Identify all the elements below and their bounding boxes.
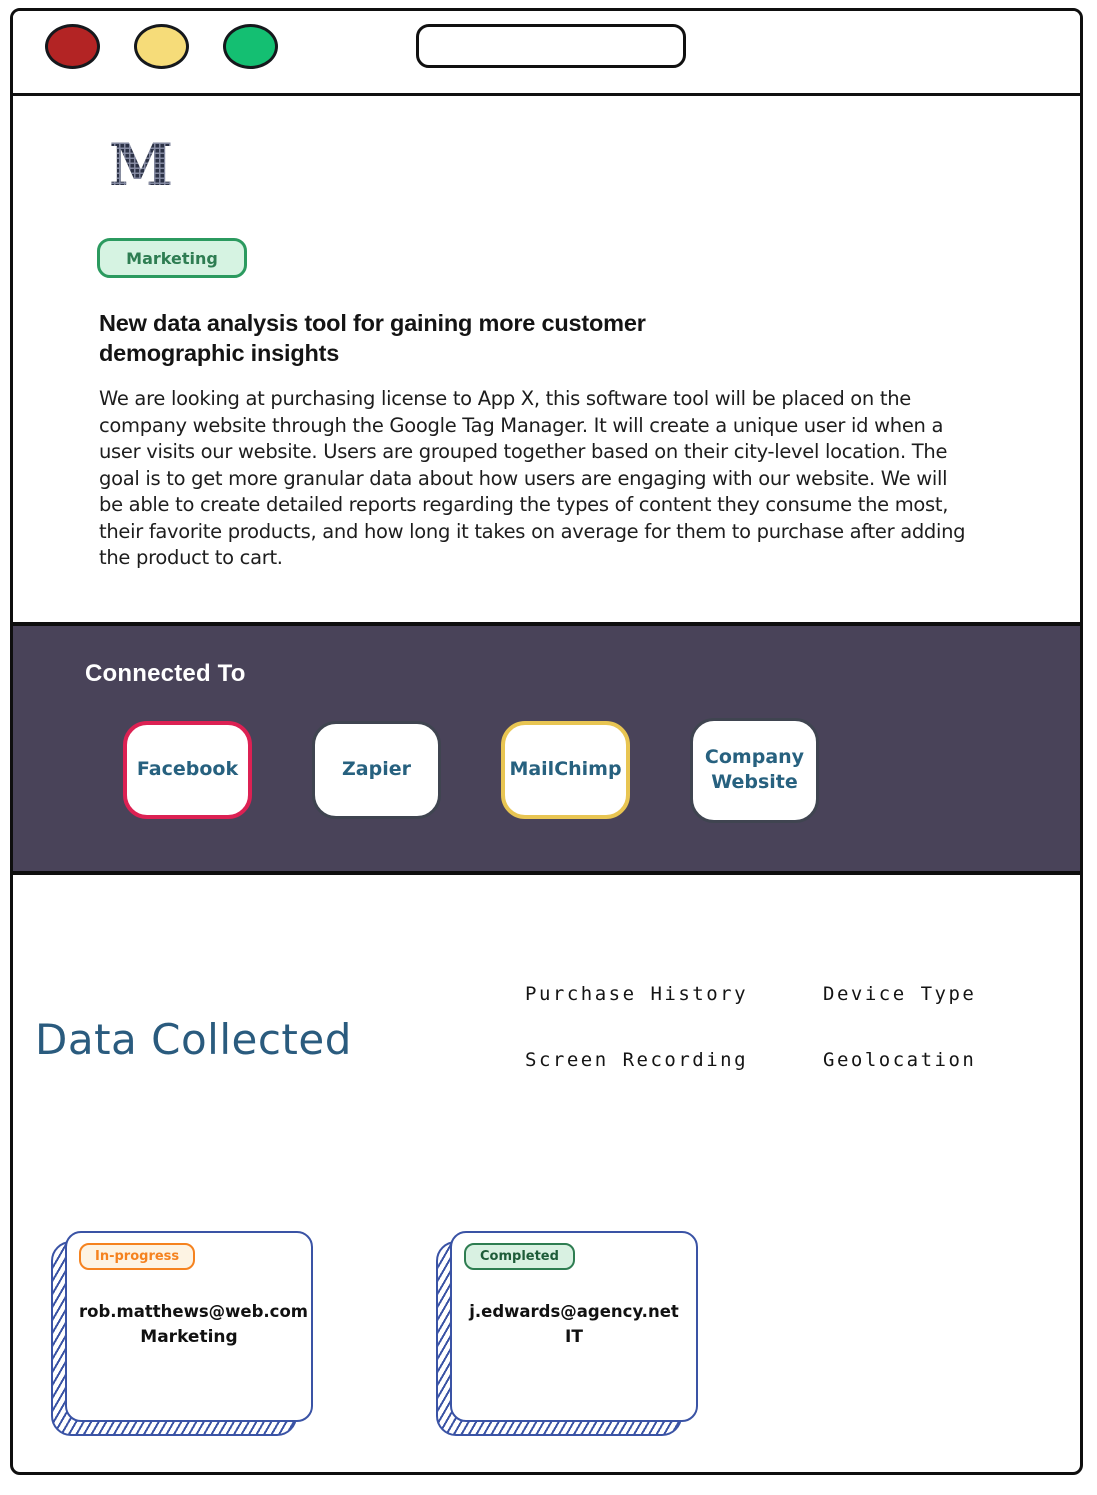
data-collected-title: Data Collected: [35, 1014, 352, 1064]
data-collected-list: [525, 983, 976, 1071]
connected-to-section: [13, 622, 1080, 875]
article-section: [13, 96, 1080, 572]
task-card-completed: [436, 1231, 698, 1436]
browser-window: [10, 8, 1083, 1475]
category-badge[interactable]: Marketing: [97, 238, 247, 278]
connection-card-zapier[interactable]: [312, 721, 441, 819]
connection-card-facebook[interactable]: [123, 721, 252, 819]
traffic-light-close-icon[interactable]: [45, 24, 100, 69]
task-owner-email: rob.matthews@web.com: [79, 1301, 308, 1321]
connection-label: Facebook: [136, 758, 239, 781]
connection-card-mailchimp[interactable]: [501, 721, 630, 819]
url-bar[interactable]: [416, 24, 686, 68]
traffic-light-maximize-icon[interactable]: [223, 24, 278, 69]
connection-label: MailChimp: [509, 758, 622, 781]
connection-cards: [123, 718, 1080, 823]
article-title: New data analysis tool for gaining more customer demographic insights: [99, 310, 646, 367]
traffic-light-minimize-icon[interactable]: [134, 24, 189, 69]
article-body: We are looking at purchasing license to App X, this software tool will be placed on the company website through the Google Tag Manager. It will create a unique user id when a user visits our website. Users are grouped together based on their city-level location. The goal is to get more granular data about how users are engaging with our website. We will be able to create detailed reports regarding the types of content they consume the most, their favorite products, and how long it takes on average for them to purchase after adding the product to cart.: [99, 387, 966, 570]
task-card-body[interactable]: [65, 1231, 313, 1422]
connection-label: Zapier: [342, 758, 411, 781]
data-item-purchase-history: Purchase History: [525, 982, 749, 1005]
task-card-body[interactable]: [450, 1231, 698, 1422]
data-item-geolocation: Geolocation: [823, 1048, 977, 1071]
status-badge: Completed: [464, 1243, 575, 1270]
task-department: Marketing: [140, 1326, 238, 1347]
data-item-device-type: Device Type: [823, 982, 977, 1005]
site-logo: M: [109, 131, 174, 199]
data-item-screen-recording: Screen Recording: [525, 1048, 749, 1071]
task-owner-email: j.edwards@agency.net: [469, 1301, 679, 1321]
connection-card-company-website[interactable]: [690, 718, 819, 823]
browser-topbar: [13, 11, 1080, 96]
task-department: IT: [565, 1326, 583, 1347]
status-badge: In-progress: [79, 1243, 195, 1270]
connected-to-title: Connected To: [85, 659, 246, 687]
connection-label: Company Website: [704, 745, 805, 794]
data-collected-section: [13, 875, 1080, 1475]
task-card-in-progress: [51, 1231, 313, 1436]
